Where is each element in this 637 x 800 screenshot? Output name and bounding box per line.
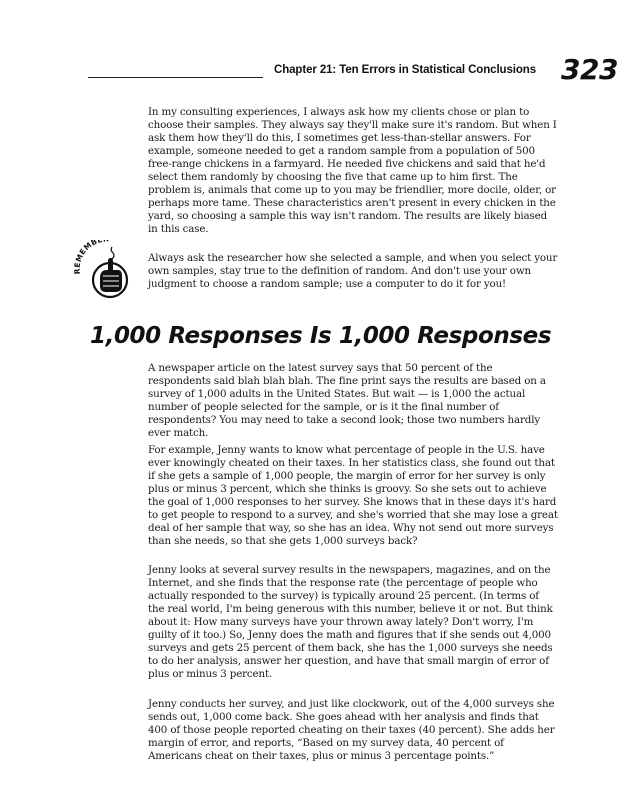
remember-icon	[74, 240, 142, 304]
running-header	[88, 53, 620, 86]
paragraph-response-rate: Jenny looks at several survey results in the newspapers, magazines, and on the Internet, and she finds that the response rate (the percentage of people who actually responded to the survey) is typically around 25 percent. (In terms of the real world, I'm being generous with this number, believe it or not. But think about it: How many surveys have your thrown away lately? Don't worry, I'm guilty of it too.) So, Jenny does the math and figures that if she sends out 4,000 surveys and gets 25 percent of them back, she has the 1,000 surveys she needs to do her analysis, answer her question, and have that small margin of error of plus or minus 3 percent.	[148, 564, 553, 680]
paragraph-survey-results: Jenny conducts her survey, and just like clockwork, out of the 4,000 surveys she sends out, 1,000 come back. She goes ahead with her analysis and finds that 400 of those people reported cheating on their taxes (40 percent). She adds her margin of error, and reports, “Based on my survey data, 40 percent of Americans cheat on their taxes, plus or minus 3 percentage points.”	[148, 698, 555, 762]
page-number: 323	[561, 53, 618, 86]
chapter-title: Chapter 21: Ten Errors in Statistical Conclusions	[274, 64, 537, 76]
remember-tip-paragraph: Always ask the researcher how she selected a sample, and when you select your own samples, stay true to the definition of random. And don't use your own judgment to choose a random sample; use a computer to do it for you!	[148, 252, 558, 290]
paragraph-sampling-example: In my consulting experiences, I always ask how my clients chose or plan to choose their samples. They always say they'll make sure it's random. But when I ask them how they'll do this, I sometimes get less-than-stellar answers. For example, someone needed to get a random sample from a population of 500 free-range chickens in a farmyard. He needed five chickens and said that he'd select them randomly by choosing the five that came up to him first. The problem is, animals that come up to you may be friendlier, more docile, older, or perhaps more tame. These characteristics aren't present in every chicken in the yard, so choosing a sample this way isn't random. The results are likely biased in this case.	[148, 106, 557, 235]
remember-icon-label: MEMB	[74, 240, 99, 264]
header-rule	[88, 77, 263, 78]
paragraph-newspaper-survey: A newspaper article on the latest survey says that 50 percent of the respondents said blah blah blah. The fine print says the results are based on a survey of 1,000 adults in the United States. But wait — is 1,000 the actual number of people selected for the sample, or is it the final number of respondents? You may need to take a second look; those two numbers hardly ever match.	[148, 362, 546, 439]
paragraph-jenny-example: For example, Jenny wants to know what percentage of people in the U.S. have ever knowingly cheated on their taxes. In her statistics class, she found out that if she gets a sample of 1,000 people, the margin of error for her survey is only plus or minus 3 percent, which she thinks is groovy. So she sets out to achieve the goal of 1,000 responses to her survey. She knows that in these days it's hard to get people to respond to a survey, and she's worried that she may lose a great deal of her sample that way, so she has an idea. Why not send out more surveys than she needs, so that she gets 1,000 surveys back?	[148, 444, 558, 547]
section-heading: 1,000 Responses Is 1,000 Responses	[90, 323, 552, 349]
remember-icon-graphic	[74, 240, 142, 304]
